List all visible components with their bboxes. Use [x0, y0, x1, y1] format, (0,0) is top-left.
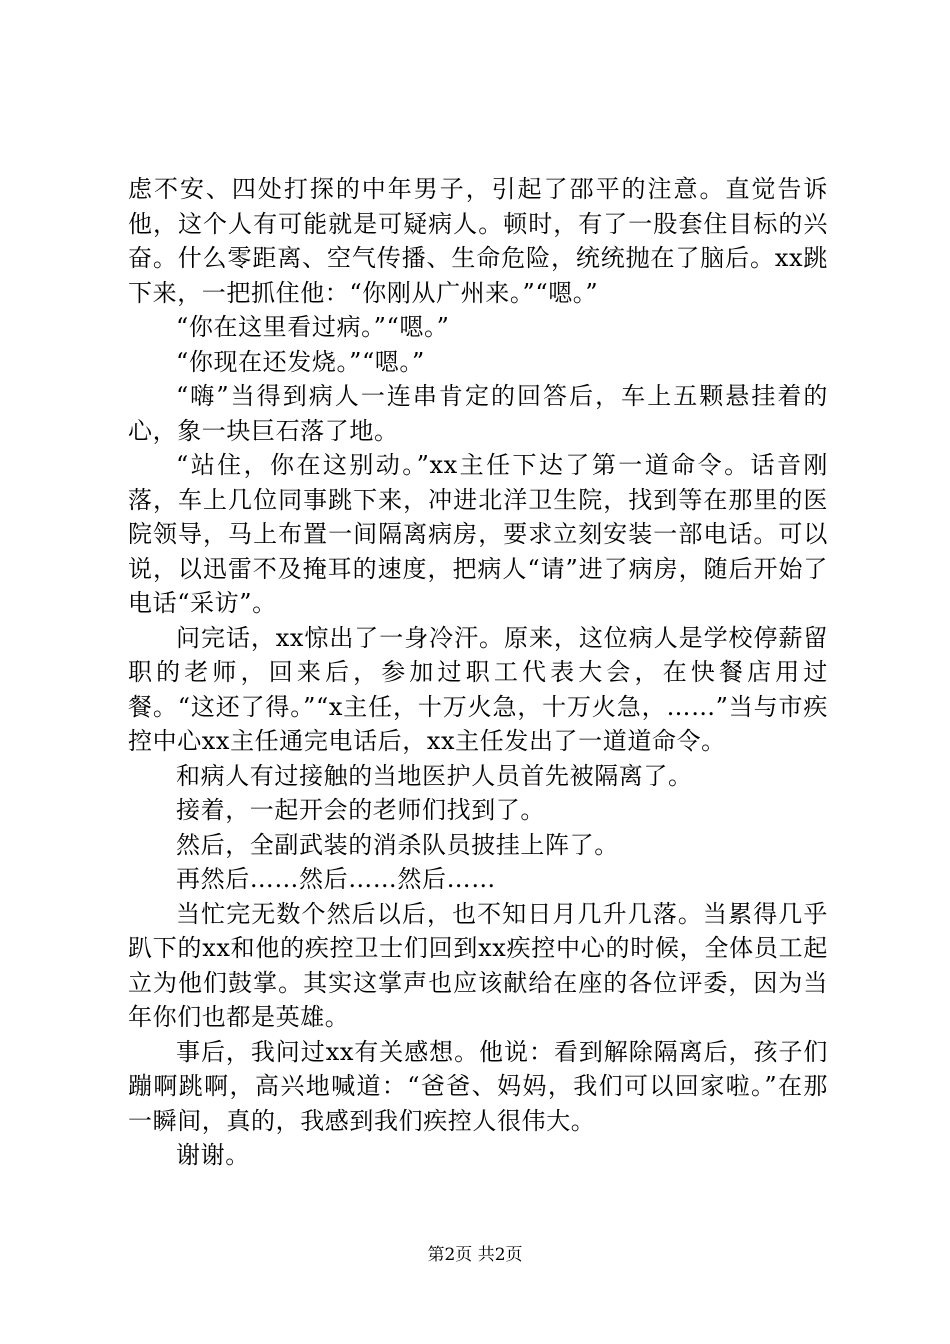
- paragraph-8: 接着，一起开会的老师们找到了。: [176, 796, 545, 824]
- paragraph-7: 和病人有过接触的当地医护人员首先被隔离了。: [176, 761, 693, 790]
- paragraph-12: 事后，我问过xx有关感想。他说：看到解除隔离后，孩子们蹦啊跳啊，高兴地喊道：“爸爸、妈妈，我们可以回家啦。”在那一瞬间，真的，我感到我们疾控人很伟大。: [128, 1037, 828, 1135]
- paragraph-6: 问完话，xx惊出了一身冷汗。原来，这位病人是学校停薪留职的老师，回来后，参加过职工代表大会，在快餐店用过餐。“这还了得。”“x主任，十万火急，十万火急，……”当与市疾控中心xx主任通完电话后，xx主任发出了一道道命令。: [128, 623, 828, 755]
- paragraph-5: “站住，你在这别动。”xx主任下达了第一道命令。话音刚落，车上几位同事跳下来，冲进北洋卫生院，找到等在那里的医院领导，马上布置一间隔离病房，要求立刻安装一部电话。可以说，以迅雷不及掩耳的速度，把病人“请”进了病房，随后开始了电话“采访”。: [128, 451, 828, 617]
- paragraph-9: 然后，全副武装的消杀队员披挂上阵了。: [176, 830, 619, 859]
- paragraph-10: 再然后……然后……然后……: [176, 865, 496, 893]
- paragraph-13: 谢谢。: [176, 1141, 250, 1169]
- paragraph-1: 虑不安、四处打探的中年男子，引起了邵平的注意。直觉告诉他，这个人有可能就是可疑病人。顿时，有了一股套住目标的兴奋。什么零距离、空气传播、生命危险，统统抛在了脑后。xx跳下来，一把抓住他：“你刚从广州来。”“嗯。”: [128, 175, 828, 307]
- paragraph-11: 当忙完无数个然后以后，也不知日月几升几落。当累得几乎趴下的xx和他的疾控卫士们回到xx疾控中心的时候，全体员工起立为他们鼓掌。其实这掌声也应该献给在座的各位评委，因为当年你们也都是英雄。: [128, 899, 828, 1031]
- page-number-footer: 第2页 共2页: [427, 1245, 523, 1265]
- paragraph-3: “你现在还发烧。”“嗯。”: [176, 347, 425, 376]
- paragraph-2: “你在这里看过病。”“嗯。”: [176, 313, 450, 341]
- paragraph-4: “嗨”当得到病人一连串肯定的回答后，车上五颗悬挂着的心，象一块巨石落了地。: [128, 382, 828, 445]
- document-body: [128, 172, 828, 1173]
